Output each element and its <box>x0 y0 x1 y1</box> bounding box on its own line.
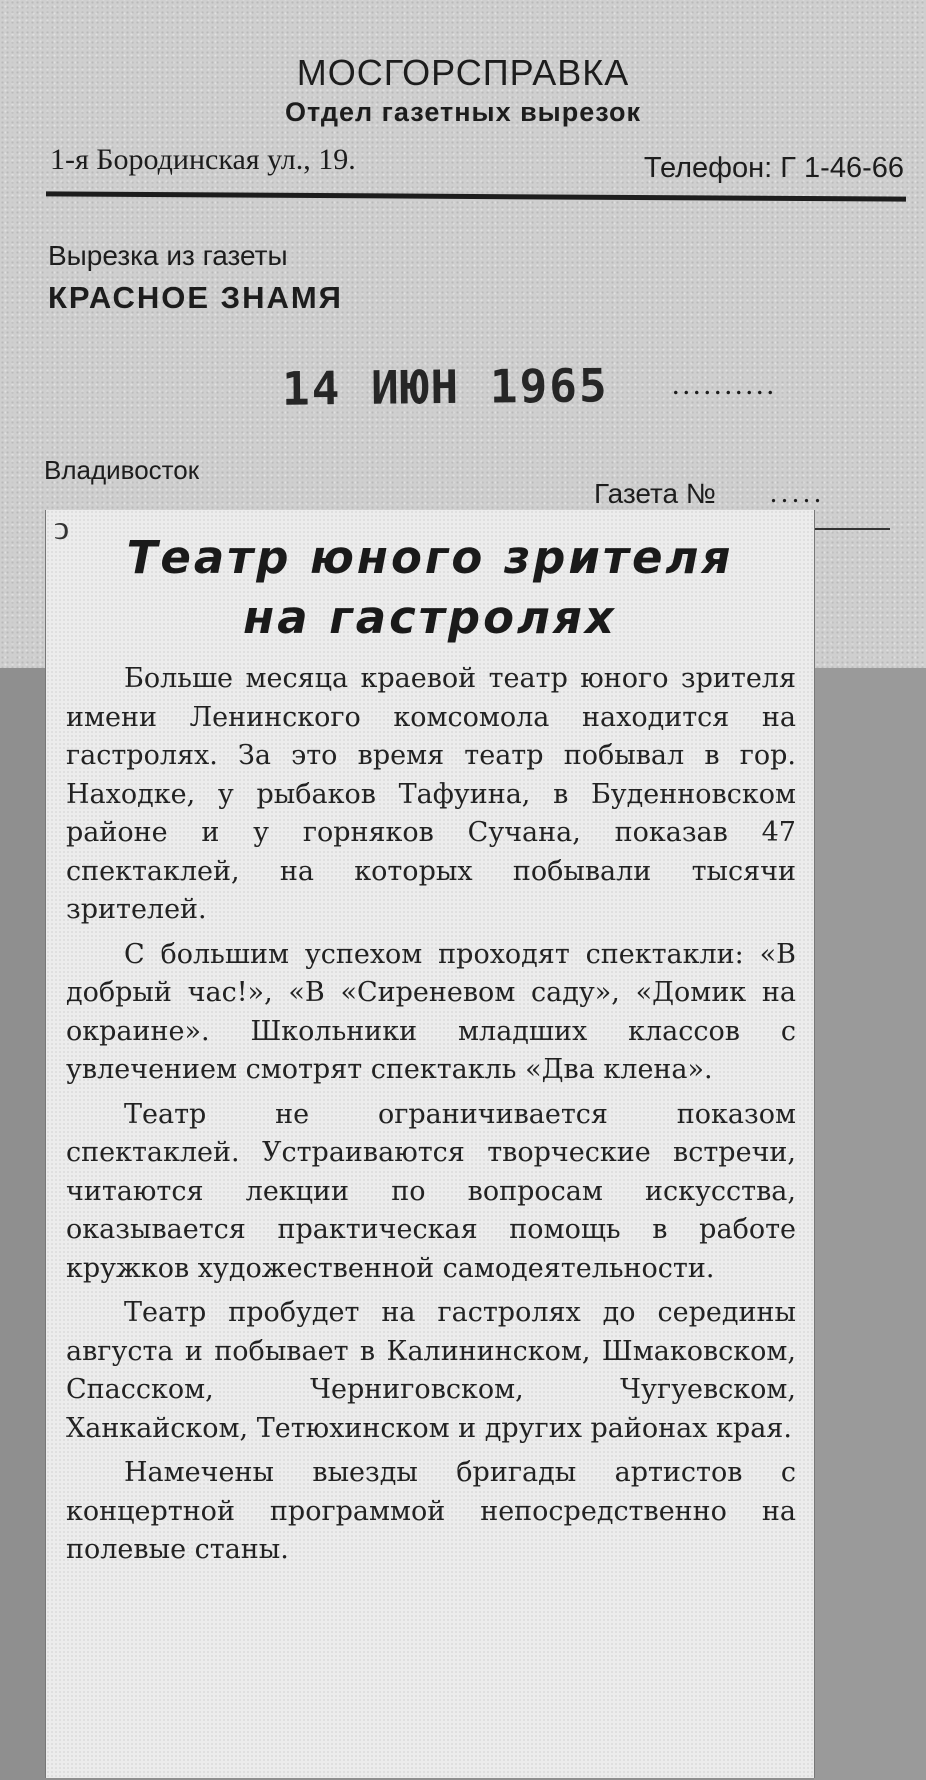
clipping-label: Вырезка из газеты <box>48 240 288 271</box>
article-title-line-2: на гастролях <box>243 591 617 644</box>
article-title-line-1: Театр юного зрителя <box>126 531 734 584</box>
paragraph: Театр пробудет на гастролях до середины августа и побывает в Калининском, Шмаковском, Спасском, Черниговском, Чугуевском, Ханкайском, Тетюхинском и других районах края. <box>66 1297 796 1444</box>
department-name: Отдел газетных вырезок <box>284 97 642 127</box>
card-edge <box>814 668 926 1780</box>
paragraph: С большим успехом проходят спектакли: «В добрый час!», «В «Сиреневом саду», «Домик на окраине». Школьники младших классов с увлечением смотрят спектакль «Два клена». <box>66 938 796 1085</box>
org-name: МОСГОРСПРАВКА <box>296 52 630 93</box>
paragraph: Намечены выезды бригады артистов с концертной программой непосредственно на полевые станы. <box>66 1457 796 1565</box>
newspaper-number-label: Газета № <box>594 478 716 509</box>
paragraph: Театр не ограничивается показом спектаклей. Устраиваются творческие встречи, читаются лекции по вопросам искусства, оказывается практическая помощь в работе кружков художественной самодеятельности. <box>66 1098 796 1284</box>
header-divider <box>46 191 906 201</box>
city: Владивосток <box>44 455 200 485</box>
newspaper-clipping <box>46 510 814 1778</box>
handwritten-mark: ↄ <box>54 510 70 547</box>
article-body <box>66 660 796 1576</box>
newspaper-number-dots: ..... <box>770 478 825 509</box>
date-dotted-line: .......... <box>672 368 777 401</box>
newspaper-name: КРАСНОЕ ЗНАМЯ <box>48 280 343 315</box>
paragraph: Больше месяца краевой театр юного зрителя имени Ленинского комсомола находится на гастролях. За это время театр побывал в гор. Находке, у рыбаков Тафуина, в Буденновском районе и у горняков Сучана, показав 47 спектаклей, на которых побывали тысячи зрителей. <box>66 663 796 925</box>
address: 1-я Бородинская ул., 19. <box>50 143 356 176</box>
phone: Телефон: Г 1-46-66 <box>643 152 904 184</box>
date-stamp: 14 ИЮН 1965 <box>281 358 609 416</box>
article-title <box>46 528 814 648</box>
